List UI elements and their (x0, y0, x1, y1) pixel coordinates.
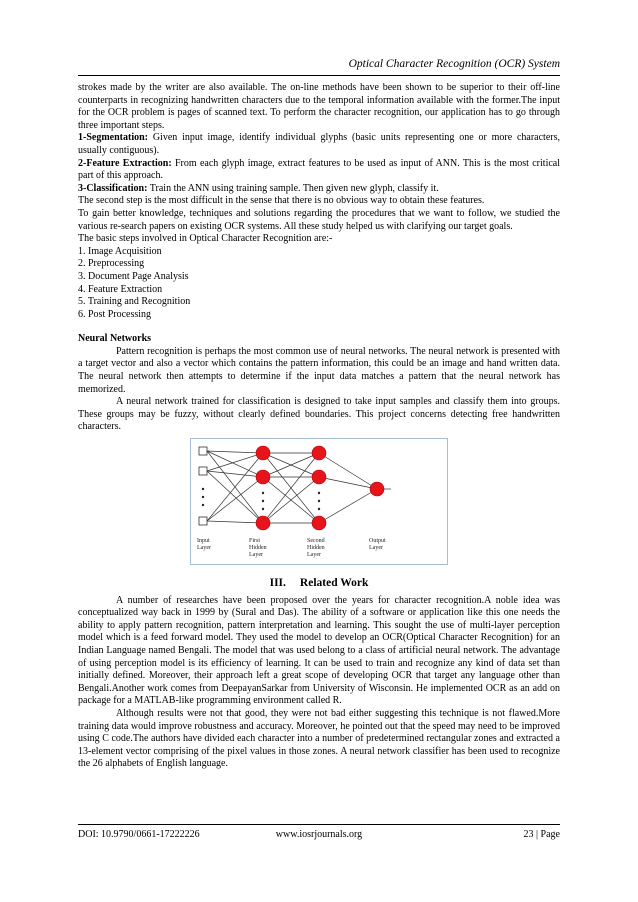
input-node (199, 517, 207, 525)
section-title: Related Work (299, 577, 369, 590)
list-item: 1. Image Acquisition (78, 245, 162, 257)
ellipsis-dot (202, 496, 204, 498)
ellipsis-dot (262, 492, 264, 494)
ellipsis-dot (262, 508, 264, 510)
hidden-2-node (312, 446, 326, 460)
step-2-label: 2-Feature Extraction: (78, 157, 172, 169)
step-1-text: Given input image, identify individual glyphs (basic units representing one or more characters, usually contiguous). (78, 132, 560, 156)
neural-paragraph-2: A neural network trained for classification is designed to take input samples and classify them into groups. These groups may be fuzzy, without clearly defined boundaries. This project concerns detecting free handwritten characters. (78, 396, 560, 433)
step-3-text: Train the ANN using training sample. Then given new glyph, classify it. (147, 182, 439, 194)
input-node (199, 447, 207, 455)
ellipsis-dot (318, 492, 320, 494)
footer-page-number: 23 | Page (523, 829, 560, 840)
hidden-2-node (312, 470, 326, 484)
ellipsis-dot (202, 504, 204, 506)
step-2 (78, 158, 560, 183)
input-node (199, 467, 207, 475)
network-edge (207, 453, 263, 521)
hidden-1-node (256, 516, 270, 530)
first-hidden-label-line3: Layer (249, 552, 263, 559)
step-2-text: From each glyph image, extract features to be used as input of ANN. This is the most critical part of this approach. (78, 157, 560, 182)
knowledge-paragraph: To gain better knowledge, techniques and solutions regarding the procedures that we want to follow, we studied the various re-search papers on existing OCR systems. All these study helped us with clarifying our target goals. (78, 207, 560, 232)
network-edge (319, 489, 377, 523)
ellipsis-dot (318, 500, 320, 502)
step-3 (78, 183, 560, 196)
second-hidden-label-line2: Hidden (307, 545, 325, 552)
output-layer-label-line2: Layer (369, 545, 383, 552)
output-layer-label-line1: Output (369, 538, 386, 545)
hidden-1-node (256, 470, 270, 484)
footer-doi: DOI: 10.9790/0661-17222226 (78, 829, 200, 840)
footer-journal-link[interactable]: www.iosrjournals.org (275, 829, 363, 840)
network-edge (207, 451, 263, 477)
list-item: 2. Preprocessing (78, 258, 145, 270)
neural-networks-heading: Neural Networks (78, 333, 152, 345)
list-item: 5. Training and Recognition (78, 296, 191, 308)
second-step-paragraph: The second step is the most difficult in the sense that there is no obvious way to obtain these features. (78, 195, 485, 207)
step-1-label: 1-Segmentation: (78, 132, 148, 144)
network-edge (207, 521, 263, 523)
network-edge (207, 477, 263, 521)
ellipsis-dot (262, 500, 264, 502)
first-hidden-label-line2: Hidden (249, 545, 267, 552)
hidden-2-node (312, 516, 326, 530)
layer-labels (197, 538, 386, 558)
basic-steps-intro: The basic steps involved in Optical Character Recognition are:- (78, 233, 333, 245)
footer-rule (78, 824, 560, 825)
list-item: 4. Feature Extraction (78, 283, 163, 295)
related-work-paragraph-2: Although results were not that good, they were not bad either suggesting this technique is not flawed.More training data would improve robustness and accuracy. Moreover, he pointed out that the speed may need to be improved using C code.The authors have divided each character into a number of predetermined rectangular zones and extracted a 13-element vector comprising of the pixel values in those zones. A neural network classifier has been used to recognize the 26 alphabets of English language. (78, 707, 560, 770)
header-rule (78, 75, 560, 76)
network-edge (207, 471, 263, 477)
network-edge (319, 477, 377, 489)
page-content (78, 82, 560, 771)
neural-network-diagram (190, 438, 448, 565)
network-edge (207, 471, 263, 523)
input-layer-label-line2: Layer (197, 545, 211, 552)
neural-network-svg (191, 439, 447, 564)
network-edge (319, 453, 377, 489)
output-node (370, 482, 384, 496)
ellipsis-dot (318, 508, 320, 510)
step-3-label: 3-Classification: (78, 182, 148, 194)
related-work-paragraph-1: A number of researches have been proposed over the years for character recognition.A noble idea was conceptualized way back in 1999 by (Sural and Das). The ability of a software or application like this one needs the ability to apply pattern recognition, pattern interpretation and learning. This sought the use of multi-layer perception model which is a feed forward model. They used the model to develop an OCR(Optical Character Recognition) for an Indian Language named Bengali. The model that was used belong to a class of artificial neural network. The advantage of using perception model is its efficiency of learning. It can be used to train and recognize any kind of data set than initially defined. Moreover, their approach left a great scope of developing OCR that target any language other than Bengali.Another work comes from DeepayanSarkar from University of Wisconsin. He implemented OCR as an add on package for a MATLAB-like programming environment called R. (78, 594, 560, 707)
running-header-title: Optical Character Recognition (OCR) System (348, 58, 560, 70)
second-hidden-label-line1: Second (307, 538, 325, 545)
first-hidden-label-line1: First (249, 538, 261, 545)
network-edge (207, 451, 263, 453)
intro-paragraph: strokes made by the writer are also available. The on-line methods have been shown to be superior to their off-line counterparts in recognizing handwritten characters due to the temporal information available with the former.The input for the OCR problem is pages of scanned text. To perform the character recognition, our application has to go through three important steps. (78, 82, 560, 131)
section-number: III. (269, 577, 286, 590)
ellipsis-dot (202, 488, 204, 490)
step-1 (78, 132, 560, 157)
neural-paragraph-1: Pattern recognition is perhaps the most common use of neural networks. The neural network is presented with a target vector and also a vector which contains the pattern information, this could be an image and hand written data. The neural network then attempts to determine if the input data matches a pattern that the neural network has memorized. (78, 345, 560, 395)
section-3-heading (78, 577, 560, 590)
hidden-1-node (256, 446, 270, 460)
input-layer-label-line1: Input (197, 538, 210, 545)
list-item: 6. Post Processing (78, 308, 152, 320)
list-item: 3. Document Page Analysis (78, 270, 189, 282)
second-hidden-label-line3: Layer (307, 552, 321, 559)
